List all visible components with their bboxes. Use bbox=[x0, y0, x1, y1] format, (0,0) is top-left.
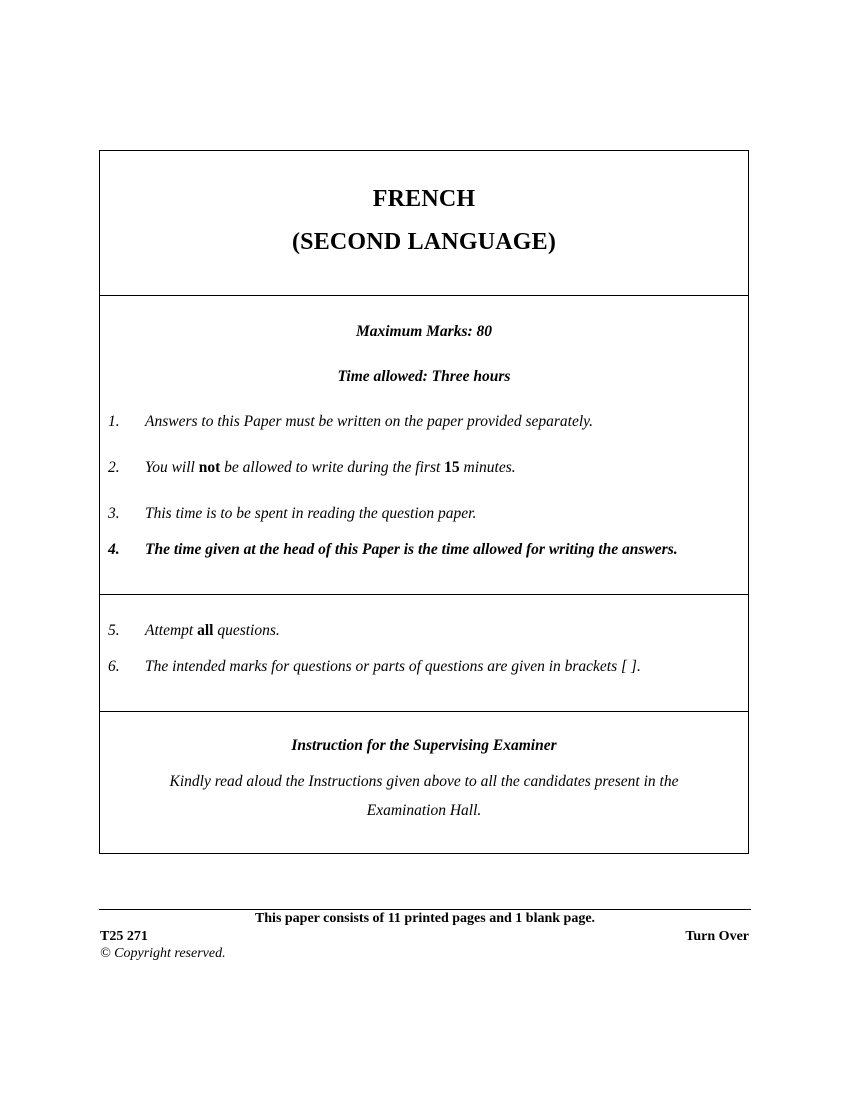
instruction-text: Attempt all questions. bbox=[145, 622, 280, 639]
instruction-number: 6. bbox=[108, 658, 120, 675]
max-marks-value: 80 bbox=[476, 323, 493, 340]
section-divider bbox=[100, 594, 748, 595]
instruction-text: Answers to this Paper must be written on the paper provided separately. bbox=[145, 413, 594, 430]
instruction-number: 4. bbox=[108, 541, 120, 558]
cover-box bbox=[99, 150, 749, 854]
instruction-text: This time is to be spent in reading the question paper. bbox=[145, 505, 477, 522]
instruction-text: The intended marks for questions or parts of questions are given in brackets [ ]. bbox=[145, 658, 641, 675]
max-marks: Maximum Marks: 80 bbox=[355, 323, 493, 340]
emphasis-all: all bbox=[197, 622, 214, 639]
time-allowed: Time allowed: Three hours bbox=[337, 368, 511, 385]
instruction-number: 3. bbox=[108, 505, 120, 522]
instruction-number: 1. bbox=[108, 413, 120, 430]
section-divider bbox=[100, 295, 748, 296]
turn-over: Turn Over bbox=[685, 929, 749, 944]
pages-note: This paper consists of 11 printed pages and 1 blank page. bbox=[254, 911, 596, 926]
emphasis-minutes: 15 bbox=[444, 459, 460, 476]
time-allowed-value: Three hours bbox=[431, 368, 511, 385]
subject-title: FRENCH bbox=[372, 186, 476, 212]
footer-divider bbox=[99, 909, 751, 910]
instruction-text: You will not be allowed to write during the first 15 minutes. bbox=[145, 459, 516, 476]
instruction-text: The time given at the head of this Paper is the time allowed for writing the answers. bbox=[145, 541, 678, 558]
subject-subtitle: (SECOND LANGUAGE) bbox=[291, 229, 557, 255]
supervisor-line-1: Kindly read aloud the Instructions given above to all the candidates present in the bbox=[169, 773, 679, 790]
copyright: © Copyright reserved. bbox=[100, 946, 226, 961]
instruction-number: 5. bbox=[108, 622, 120, 639]
instruction-number: 2. bbox=[108, 459, 120, 476]
paper-code: T25 271 bbox=[100, 929, 148, 944]
time-allowed-label: Time allowed bbox=[337, 368, 423, 385]
section-divider bbox=[100, 711, 748, 712]
supervisor-heading: Instruction for the Supervising Examiner bbox=[291, 737, 557, 754]
supervisor-line-2: Examination Hall. bbox=[366, 802, 482, 819]
emphasis-not: not bbox=[198, 459, 221, 476]
max-marks-label: Maximum Marks bbox=[355, 323, 468, 340]
